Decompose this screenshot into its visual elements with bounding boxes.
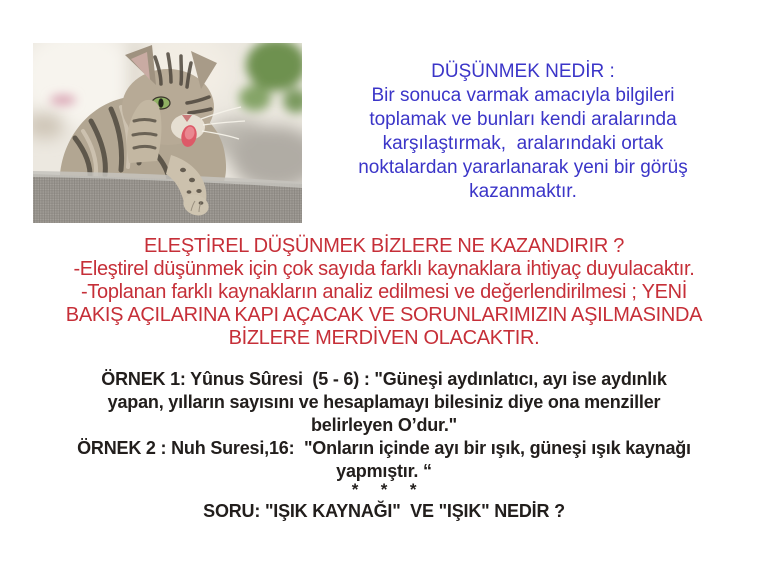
critical-line: BAKIŞ AÇILARINA KAPI AÇACAK VE SORUNLARIMIZIN AŞILMASINDA (65, 304, 703, 326)
critical-line: -Eleştirel düşünmek için çok sayıda farklı kaynaklara ihtiyaç duyulacaktır. (73, 258, 695, 280)
definition-line: Bir sonuca varmak amacıyla bilgileri (371, 85, 675, 106)
critical-thinking-section (0, 235, 768, 350)
definition-line: noktalardan yararlanarak yeni bir görüş (358, 157, 688, 178)
critical-line: BİZLERE MERDİVEN OLACAKTIR. (228, 327, 540, 349)
example-line: yapmıştır. “ (336, 461, 432, 481)
definition-line: kazanmaktır. (469, 181, 577, 202)
cat-photo (33, 43, 302, 223)
definition-title: DÜŞÜNMEK NEDİR : (431, 61, 615, 82)
definition-line: karşılaştırmak, aralarındaki ortak (382, 133, 664, 154)
dusunmek-definition-section (303, 60, 743, 204)
asterisk-separator: * * * (351, 480, 417, 499)
cat-photo-illustration (33, 43, 302, 223)
question-line: SORU: "IŞIK KAYNAĞI" VE "IŞIK" NEDİR ? (203, 501, 565, 521)
example-line: ÖRNEK 2 : Nuh Suresi,16: "Onların içinde ayı bir ışık, güneşi ışık kaynağı (77, 438, 691, 458)
definition-line: toplamak ve bunları kendi aralarında (369, 109, 677, 130)
critical-heading: ELEŞTİREL DÜŞÜNMEK BİZLERE NE KAZANDIRIR ? (143, 235, 625, 257)
examples-section (0, 368, 768, 523)
example-line: ÖRNEK 1: Yûnus Sûresi (5 - 6) : "Güneşi aydınlatıcı, ayı ise aydınlık (101, 369, 667, 389)
critical-line: -Toplanan farklı kaynakların analiz edilmesi ve değerlendirilmesi ; YENİ (80, 281, 688, 303)
example-line: yapan, yılların sayısını ve hesaplamayı bilesiniz diye ona menziller (107, 392, 661, 412)
example-line: belirleyen O’dur." (311, 415, 457, 435)
